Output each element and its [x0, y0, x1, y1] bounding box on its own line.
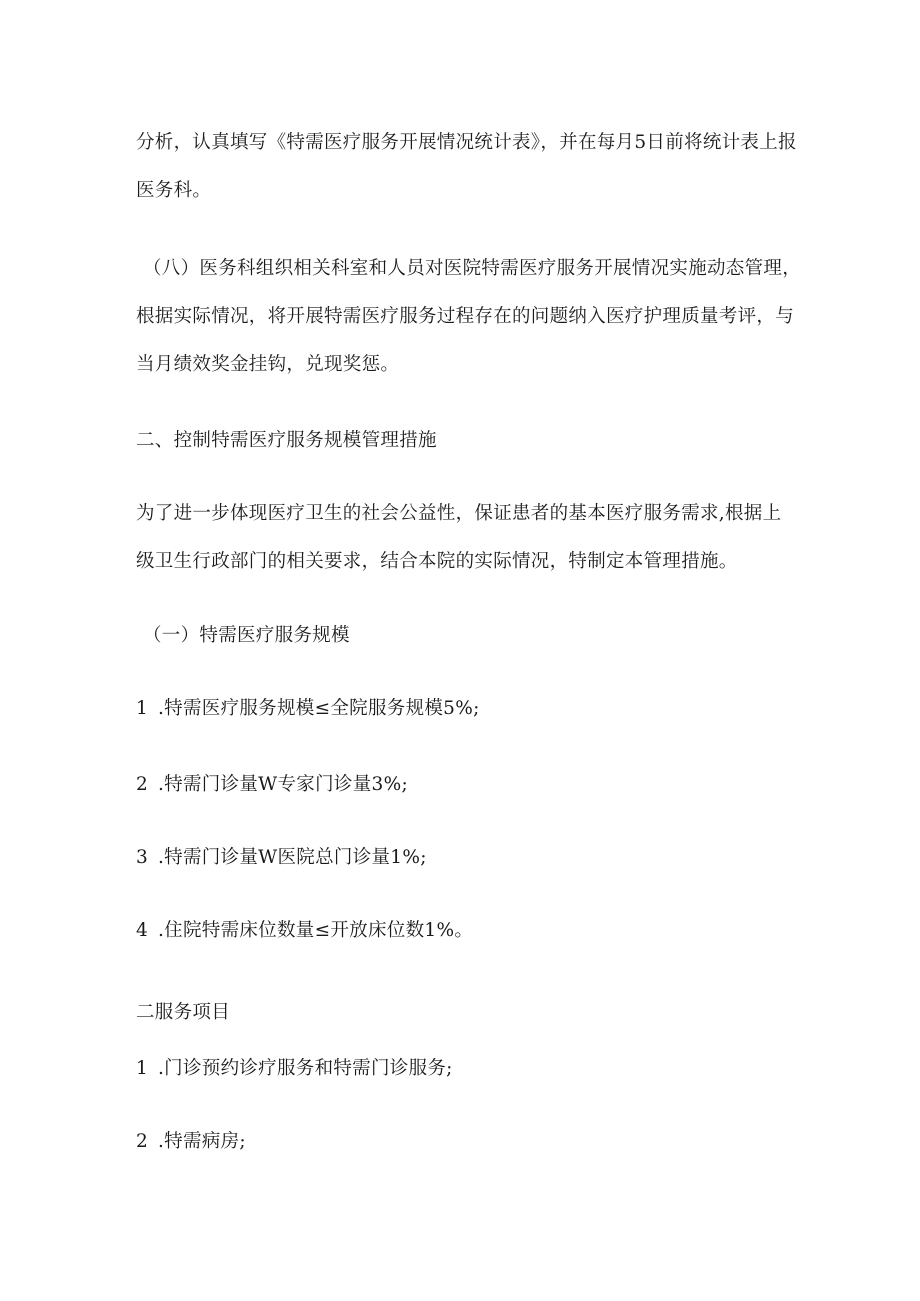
list-item-number: 2 [136, 1131, 149, 1152]
paragraph-line: 级卫生行政部门的相关要求，结合本院的实际情况，特制定本管理措施。 [136, 551, 738, 572]
paragraph-line: 分析，认真填写《特需医疗服务开展情况统计表》，并在每月5日前将统计表上报 [136, 132, 797, 153]
list-item-text: .特需病房; [158, 1131, 246, 1152]
subsection-heading: （一）特需医疗服务规模 [143, 625, 350, 646]
list-item [136, 771, 408, 799]
paragraph-line: （八）医务科组织相关科室和人员对医院特需医疗服务开展情况实施动态管理， [143, 258, 802, 279]
list-item-text: .门诊预约诊疗服务和特需门诊服务; [158, 1058, 453, 1079]
list-item-text: .住院特需床位数量≤开放床位数1%。 [158, 920, 474, 941]
paragraph-line: 医务科。 [136, 180, 212, 201]
list-item [136, 844, 427, 872]
list-item-number: 1 [136, 698, 149, 719]
list-item-number: 3 [136, 847, 149, 868]
section-heading: 二服务项目 [136, 1002, 231, 1023]
list-item-number: 2 [136, 774, 149, 795]
list-item [136, 695, 480, 723]
list-item-text: .特需门诊量W医院总门诊量1%; [158, 847, 427, 868]
list-item [136, 917, 473, 945]
paragraph-line: 根据实际情况，将开展特需医疗服务过程存在的问题纳入医疗护理质量考评，与 [136, 306, 795, 327]
list-item [136, 1055, 453, 1083]
list-item-number: 1 [136, 1058, 149, 1079]
list-item-number: 4 [136, 920, 149, 941]
list-item [136, 1128, 246, 1156]
paragraph-line: 当月绩效奖金挂钩，兑现奖惩。 [136, 354, 400, 375]
list-item-text: .特需门诊量W专家门诊量3%; [158, 774, 408, 795]
paragraph-line: 为了进一步体现医疗卫生的社会公益性，保证患者的基本医疗服务需求,根据上 [136, 503, 782, 524]
list-item-text: .特需医疗服务规模≤全院服务规模5%; [158, 698, 480, 719]
section-heading: 二、控制特需医疗服务规模管理措施 [136, 430, 437, 451]
